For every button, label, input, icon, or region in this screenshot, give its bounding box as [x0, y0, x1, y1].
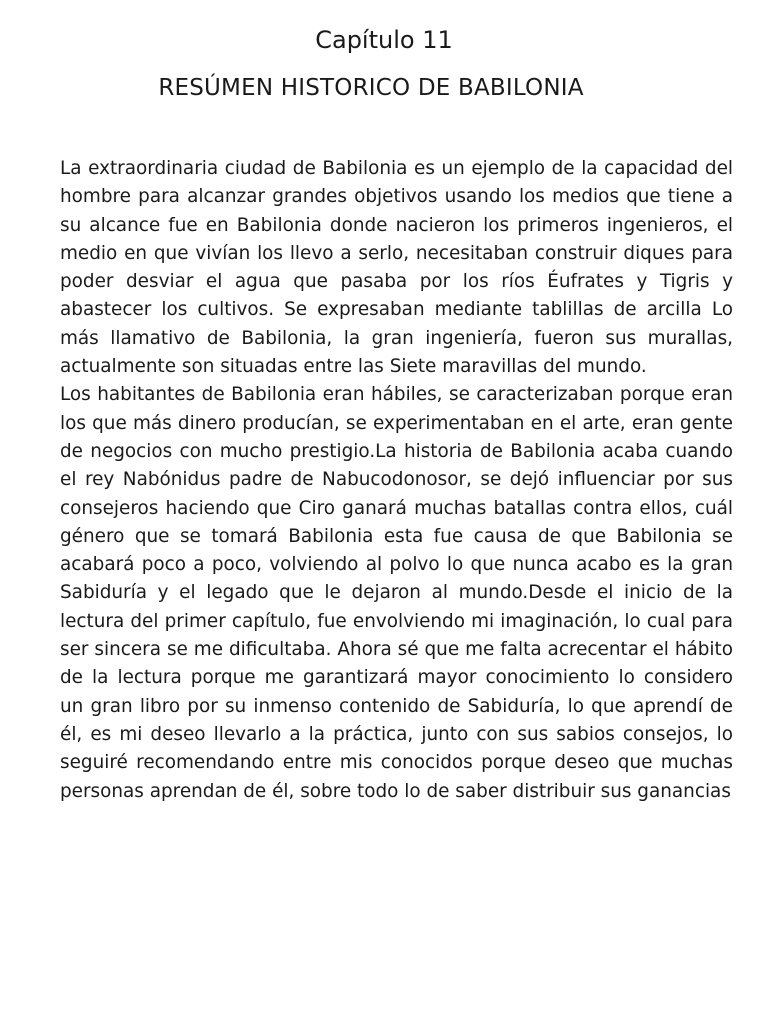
document-body: [60, 155, 733, 806]
chapter-heading: Capítulo 11: [315, 26, 453, 54]
document-title: RESÚMEN HISTORICO DE BABILONIA: [158, 75, 584, 101]
paragraph-2: Los habitantes de Babilonia eran hábiles, se caracterizaban porque eran los que más dinero producían, se experimentaban en el arte, eran gente de negocios con mucho prestigio.La historia de Babilonia acaba cuando el rey Nabónidus padre de Nabucodonosor, se dejó influenciar por sus consejeros haciendo que Ciro ganará muchas batallas contra ellos, cuál género que se tomará Babilonia esta fue causa de que Babilonia se acabará poco a poco, volviendo al polvo lo que nunca acabo es la gran Sabiduría y el legado que le dejaron al mundo.Desde el inicio de la lectura del primer capítulo, fue envolviendo mi imaginación, lo cual para ser sincera se me dificultaba. Ahora sé que me falta acrecentar el hábito de la lectura porque me garantizará mayor conocimiento lo considero un gran libro por su inmenso contenido de Sabiduría, lo que aprendí de él, es mi deseo llevarlo a la práctica, junto con sus sabios consejos, lo seguiré recomendando entre mis conocidos porque deseo que muchas personas aprendan de él, sobre todo lo de saber distribuir sus ganancias: [60, 384, 733, 802]
paragraph-1: La extraordinaria ciudad de Babilonia es un ejemplo de la capacidad del hombre para alcanzar grandes objetivos usando los medios que tiene a su alcance fue en Babilonia donde nacieron los primeros ingenieros, el medio en que vivían los llevo a serlo, necesitaban construir diques para poder desviar el agua que pasaba por los ríos Éufrates y Tigris y abastecer los cultivos. Se expresaban mediante tablillas de arcilla Lo más llamativo de Babilonia, la gran ingeniería, fueron sus murallas, actualmente son situadas entre las Siete maravillas del mundo.: [60, 158, 733, 378]
